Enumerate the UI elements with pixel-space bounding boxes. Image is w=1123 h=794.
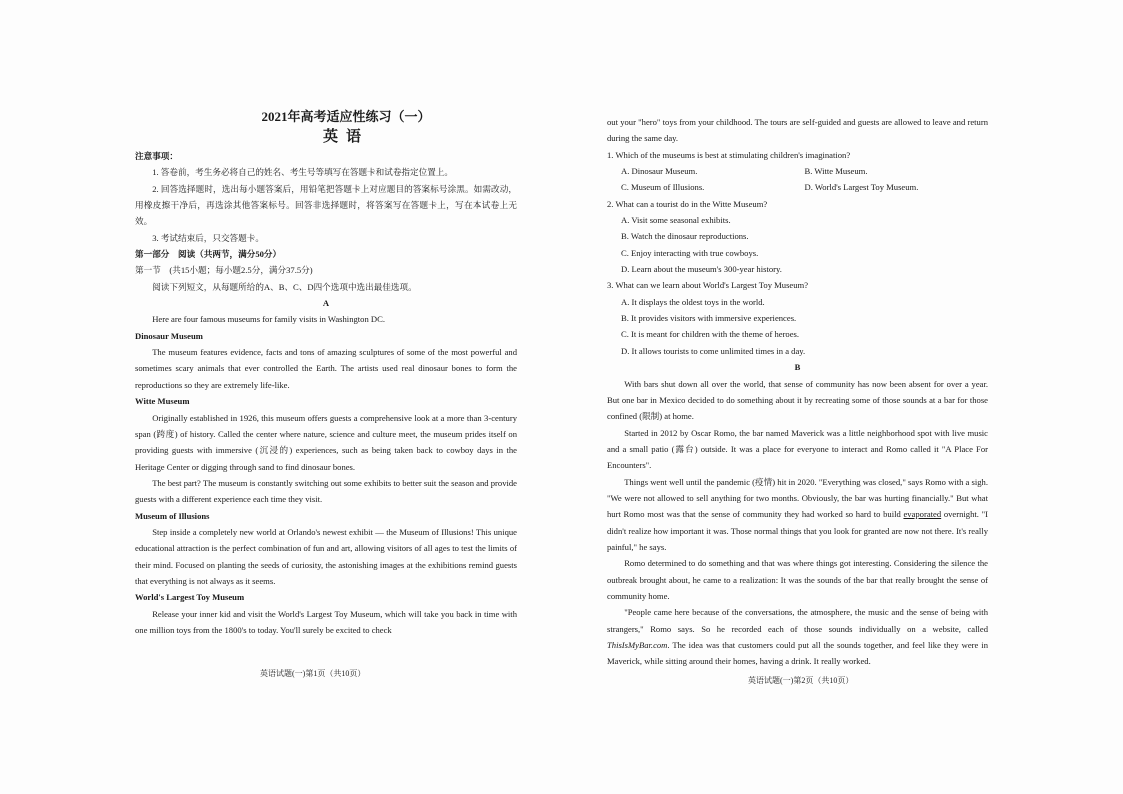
q2-option-d: D. Learn about the museum's 300-year history.	[621, 264, 782, 275]
paragraph-3-start: Things went well until the pandemic (疫情) hit in 2020. "Everything was closed," says Romo with a sigh. "We were not allowed to sell anything for two months. Obviously, the bar was hurting financially." But what hurt Romo most was that the sense of community they had worked so hard to build	[607, 476, 988, 520]
paragraph-5-end: . The idea was that customers could put all the sounds together, and feel like they were in Maverick, while sitting around their homes, having a drink. It really worked.	[607, 640, 988, 667]
question-1-stem: 1. Which of the museums is best at stimulating children's imagination?	[607, 149, 851, 160]
passage-b-paragraph-4: Romo determined to do something and that was where things got interesting. Considering the silence the outbreak brought about, he came to a realization: It was the sounds of the bar that really brought the sense of community home.	[607, 558, 988, 601]
passage-b-paragraph-2: Started in 2012 by Oscar Romo, the bar named Maverick was a little neighborhood spot with live music and a small patio (露台) outside. It was a place for everyone to interact and Romo called it "A Place For Encounters".	[607, 427, 988, 471]
q1-option-d: D. World's Largest Toy Museum.	[804, 182, 919, 193]
page-1	[135, 108, 517, 638]
passage-a-continuation: out your "hero" toys from your childhood. The tours are self-guided and guests are allowed to leave and return during the same day.	[607, 117, 988, 144]
note-1: 1. 答卷前，考生务必将自己的姓名、考生号等填写在答题卡和试卷指定位置上。	[152, 167, 453, 178]
museum-2-title: Witte Museum	[135, 396, 190, 407]
paragraph-3-end: overnight. "I didn't realize how important it was. Those normal things that you look for granted are now not there. It's really painful," he says.	[607, 509, 988, 552]
passage-a-label: A	[322, 298, 330, 309]
passage-b-label: B	[794, 362, 801, 373]
passage-b-paragraph-3	[607, 474, 988, 556]
q2-option-a: A. Visit some seasonal exhibits.	[621, 215, 731, 226]
q1-option-b: B. Witte Museum.	[804, 166, 868, 177]
passage-a-intro: Here are four famous museums for family visits in Washington DC.	[152, 314, 385, 325]
museum-2-text-2: The best part? The museum is constantly switching out some exhibits to better suit the season and provide guests with a different experience each time they visit.	[135, 477, 517, 505]
passage-b-paragraph-1: With bars shut down all over the world, that sense of community has now been absent for over a year. But one bar in Mexico decided to do something about it by recreating some of those sounds at a bar for those confined (限制) at home.	[607, 378, 988, 422]
question-3-stem: 3. What can we learn about World's Largest Toy Museum?	[607, 280, 809, 291]
q3-option-d: D. It allows tourists to come unlimited times in a day.	[621, 345, 806, 356]
q1-option-c: C. Museum of Illusions.	[621, 182, 705, 193]
q3-option-a: A. It displays the oldest toys in the world.	[621, 296, 765, 307]
museum-4-text: Release your inner kid and visit the World's Largest Toy Museum, which will take you back in time with one million toys from the 1800's to today. You'll surely be excited to check	[135, 608, 517, 635]
q1-option-a: A. Dinosaur Museum.	[621, 166, 698, 177]
museum-1-title: Dinosaur Museum	[135, 330, 203, 341]
paragraph-5-start: "People came here because of the conversations, the atmosphere, the music and the sense of being with strangers," Romo says. So he recorded each of those sounds individually on a website, called	[607, 607, 988, 634]
question-1	[607, 147, 988, 196]
underlined-word: evaporated	[903, 509, 942, 520]
notes-heading: 注意事项：	[135, 151, 178, 161]
q3-option-b: B. It provides visitors with immersive experiences.	[621, 313, 797, 324]
website-name: ThisIsMyBar.com	[607, 640, 668, 650]
museum-4-title: World's Largest Toy Museum	[135, 592, 245, 603]
page-1-footer: 英语试题(一)第1页（共10页）	[260, 669, 366, 678]
page-2-footer: 英语试题(一)第2页（共10页）	[748, 676, 854, 685]
part-heading: 第一部分 阅读（共两节，满分50分）	[135, 249, 282, 260]
subject-title: 英语	[322, 129, 369, 145]
exam-title: 2021年高考适应性练习（一）	[261, 109, 431, 124]
q2-option-c: C. Enjoy interacting with true cowboys.	[621, 247, 759, 258]
note-3: 3. 考试结束后，只交答题卡。	[152, 232, 264, 243]
note-2: 2. 回答选择题时，选出每小题答案后，用铅笔把答题卡上对应题目的答案标号涂黑。如需改动，用橡皮擦干净后，再选涂其他答案标号。回答非选择题时，将答案写在答题卡上，写在本试卷上无效。	[135, 183, 517, 227]
instruction: 阅读下列短文，从每题所给的A、B、C、D四个选项中选出最佳选项。	[152, 281, 417, 292]
passage-b-paragraph-5	[607, 604, 988, 669]
q3-option-c: C. It is meant for children with the theme of heroes.	[621, 329, 800, 340]
page-2	[607, 114, 988, 670]
q2-option-b: B. Watch the dinosaur reproductions.	[621, 231, 749, 242]
museum-2-text: Originally established in 1926, this museum offers guests a comprehensive look at a more than 3-century span (跨度) of history. Called the center where nature, science and culture meet, the museum prides itself on providing guests with immersive (沉浸的) experiences, such as being taken back to cowboy days in the Heritage Center or digging through sand to find dinosaur bones.	[135, 412, 517, 472]
question-2	[607, 196, 988, 278]
question-2-stem: 2. What can a tourist do in the Witte Museum?	[607, 198, 768, 209]
museum-3-title: Museum of Illusions	[135, 510, 210, 521]
section-heading: 第一节 (共15小题；每小题2.5分，满分37.5分)	[135, 265, 313, 276]
museum-1-text: The museum features evidence, facts and tons of amazing sculptures of some of the most powerful and sometimes scary animals that ever controlled the Earth. The artists used real dinosaur bones to form the reproductions so they are extremely life-like.	[135, 347, 517, 390]
question-3	[607, 277, 988, 359]
museum-3-text: Step inside a completely new world at Orlando's newest exhibit — the Museum of Illusions! This unique educational attraction is the perfect combination of fun and art, allowing visitors of all ages to test the limits of their mind. Focused on planting the seeds of curiosity, the astonishing images at the exhibitions remind guests that everything is not always as it seems.	[135, 526, 517, 586]
